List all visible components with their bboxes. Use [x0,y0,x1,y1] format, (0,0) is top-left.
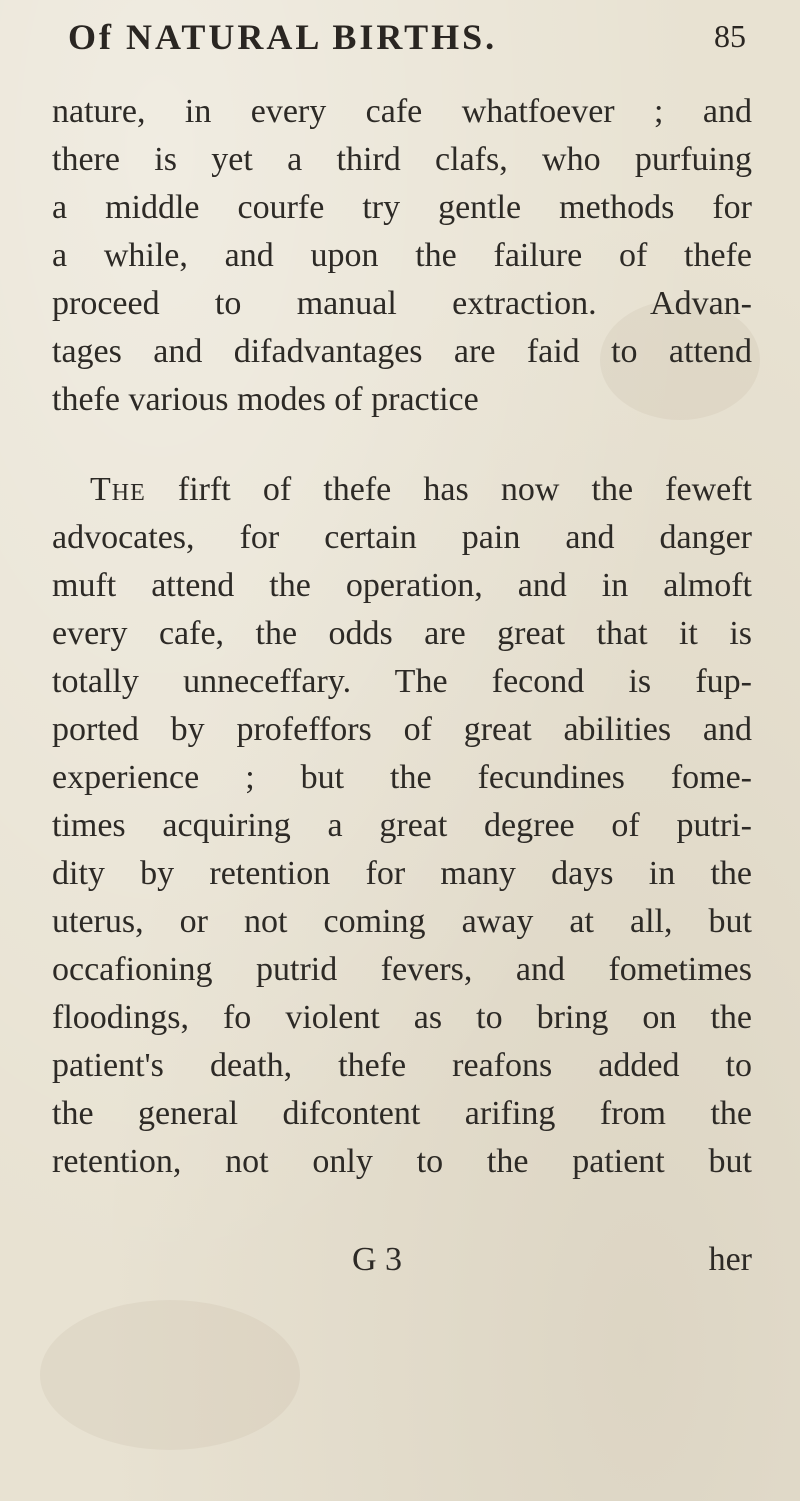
lead-word: The [90,471,146,508]
text-line: there is yet a third clafs, who purfuing [52,141,752,178]
text-line: totally unneceffary. The fecond is fup- [52,663,752,700]
text-line: nature, in every cafe whatfoever ; and [52,93,752,130]
running-head-title: Of NATURAL BIRTHS. [68,17,498,57]
text-line: times acquiring a great degree of putri- [52,807,752,844]
text-line: muft attend the operation, and in almoft [52,567,752,604]
paper-stain [40,1300,300,1450]
text-line: thefe various modes of practice [52,381,479,418]
text-line: the general difcontent arifing from the [52,1095,752,1132]
paragraph-2 [52,466,752,1186]
body-text [52,88,752,1186]
text-line: every cafe, the odds are great that it is [52,615,752,652]
text-line: a middle courfe try gentle methods for [52,189,752,226]
paragraph-gap [52,424,752,466]
signature-mark: G 3 [352,1241,403,1278]
running-head [0,16,800,76]
first-line-rest: firft of thefe has now the feweft [177,471,752,508]
page-number: 85 [714,18,746,54]
text-line: patient's death, thefe reafons added to [52,1047,752,1084]
text-line: dity by retention for many days in the [52,855,752,892]
catchword: her [708,1241,752,1278]
text-line: floodings, fo violent as to bring on the [52,999,752,1036]
text-line: a while, and upon the failure of thefe [52,237,752,274]
paragraph-1 [52,88,752,424]
page-footer [52,1236,752,1284]
text-line: proceed to manual extraction. Advan- [52,285,752,322]
text-line: experience ; but the fecundines fome- [52,759,752,796]
text-line: uterus, or not coming away at all, but [52,903,752,940]
text-line: ported by profeffors of great abilities and [52,711,752,748]
text-line: tages and difadvantages are faid to attend [52,333,752,370]
text-line: occafioning putrid fevers, and fometimes [52,951,752,988]
text-line: retention, not only to the patient but [52,1143,752,1180]
text-line-first [52,466,752,514]
text-line: advocates, for certain pain and danger [52,519,752,556]
